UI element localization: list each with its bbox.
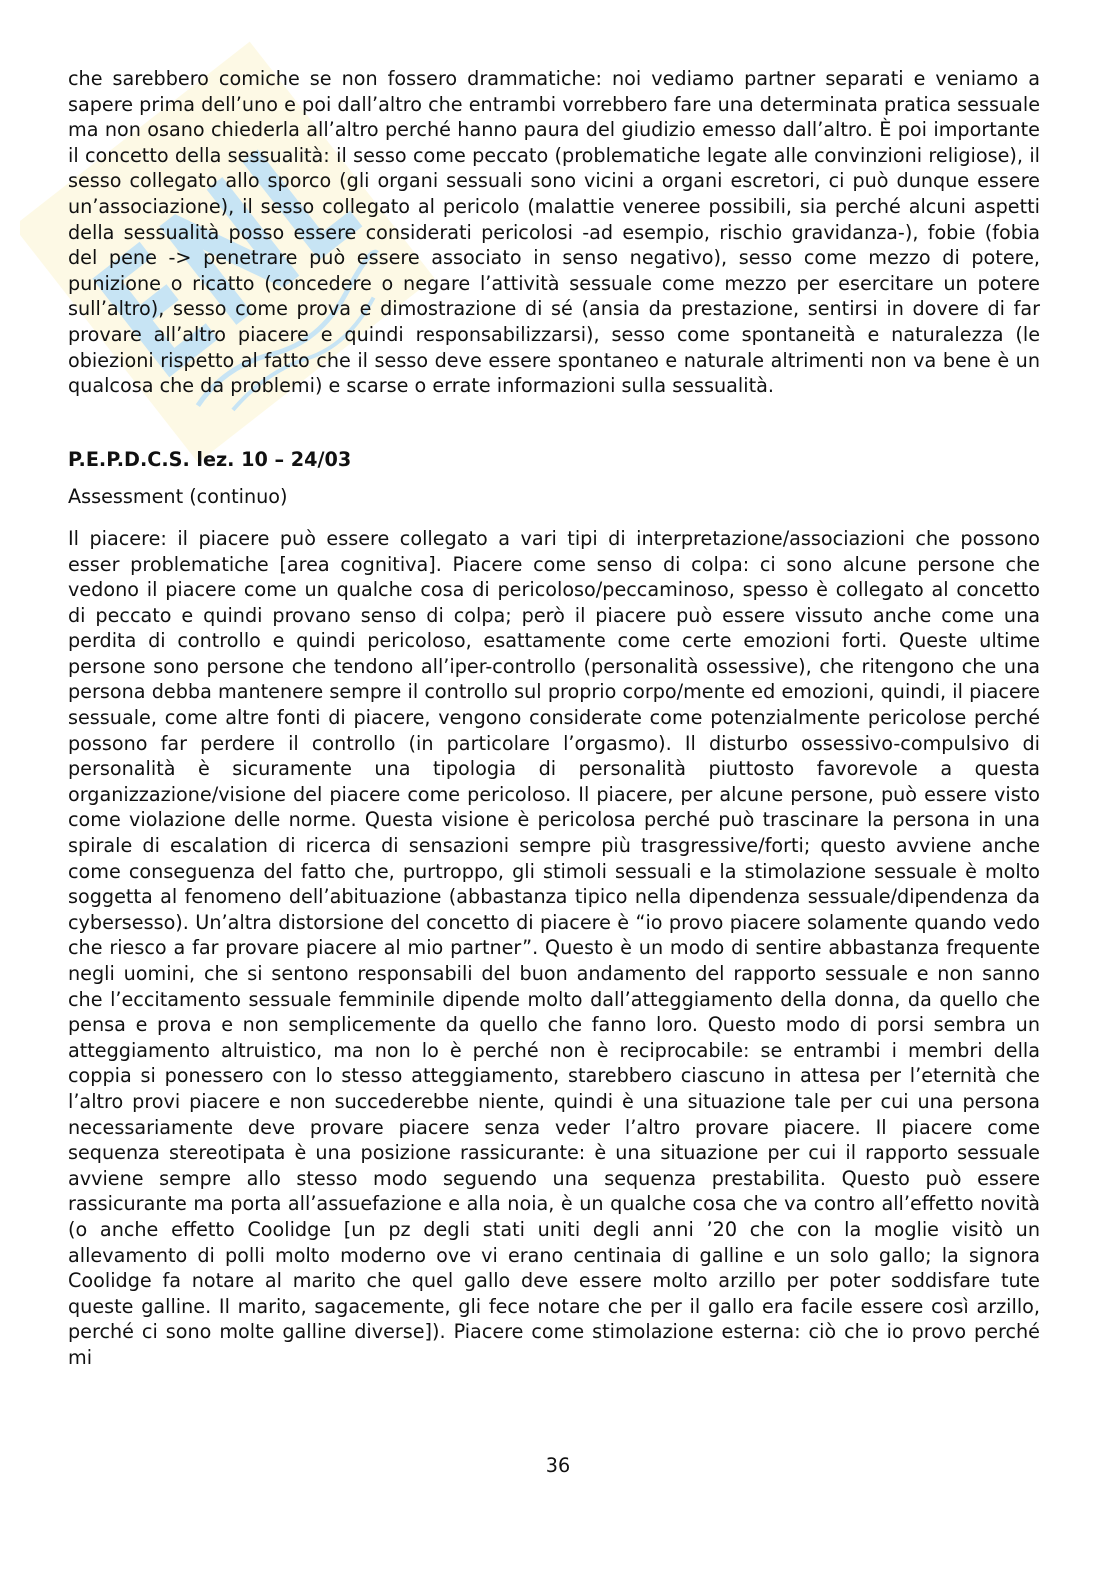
lesson-heading: P.E.P.D.C.S. lez. 10 – 24/03 [68,447,352,471]
main-paragraph: Il piacere: il piacere può essere collegato a vari tipi di interpretazione/associazioni che possono esser problematiche [area cognitiva]. Piacere come senso di colpa: ci sono alcune persone che vedono il piacere come un qualche cosa di pericoloso/peccaminoso, spesso è collegato al concetto di peccato e quindi provano senso di colpa; però il piacere può essere vissuto anche come una perdita di controllo e quindi pericoloso, esattamente come certe emozioni forti. Queste ultime persone sono persone che tendono all’iper-controllo (personalità ossessive), che ritengono che una persona debba mantenere sempre il controllo sul proprio corpo/mente ed emozioni, quindi, il piacere sessuale, come altre fonti di piacere, vengono considerate come potenzialmente pericolose perché possono far perdere il controllo (in particolare l’orgasmo). Il disturbo ossessivo-compulsivo di personalità è sicuramente una tipologia di personalità piuttosto favorevole a questa organizzazione/visione del piacere come pericoloso. Il piacere, per alcune persone, può essere visto come violazione delle norme. Questa visione è pericolosa perché può trascinare la persona in una spirale di escalation di ricerca di sensazioni sempre più trasgressive/forti; questo avviene anche come conseguenza del fatto che, purtroppo, gli stimoli sessuali e la stimolazione sessuale è molto soggetta al fenomeno dell’abituazione (abbastanza tipico nella dipendenza sessuale/dipendenza da cybersesso). Un’altra distorsione del concetto di piacere è “io provo piacere solamente quando vedo che riesco a far provare piacere al mio partner”. Questo è un modo di sentire abbastanza frequente negli uomini, che si sentono responsabili del buon andamento del rapporto sessuale e non sanno che l’eccitamento sessuale femminile dipende molto dall’atteggiamento della donna, da quello che pensa e prova e non semplicemente da quello che fanno loro. Questo modo di porsi sembra un atteggiamento altruistico, ma non lo è perché non è reciprocabile: se entrambi i membri della coppia si ponessero con lo stesso atteggiamento, starebbero ciascuno in attesa per l’eternità che l’altro provi piacere e non succederebbe niente, quindi è una situazione tale per cui una persona necessariamente deve provare piacere senza veder l’altro provare piacere. Il piacere come sequenza stereotipata è una posizione rassicurante: è una situazione per cui il rapporto sessuale avviene sempre allo stesso modo seguendo una sequenza prestabilita. Questo può essere rassicurante ma porta all’assuefazione e alla noia, è un qualche cosa che va contro all’effetto novità (o anche effetto Coolidge [un pz degli stati uniti degli anni ’20 che con la moglie visitò un allevamento di polli molto moderno ove vi erano centinaia di galline e un solo gallo; la signora Coolidge fa notare al marito che quel gallo deve essere molto arzillo per poter soddisfare tute queste galline. Il marito, sagacemente, gli fece notare che per il gallo era facile essere così arzillo, perché ci sono molte galline diverse]). Piacere come stimolazione esterna: ciò che io provo perché mi [68,526,1040,1369]
page-number: 36 [545,1454,571,1477]
continued-paragraph: che sarebbero comiche se non fossero drammatiche: noi vediamo partner separati e veniamo a sapere prima dell’uno e poi dall’altro che entrambi vorrebbero fare una determinata pratica sessuale ma non osano chiederla all’altro perché hanno paura del giudizio emesso dall’altro. È poi importante il concetto della sessualità: il sesso come peccato (problematiche legate alle convinzioni religiose), il sesso collegato allo sporco (gli organi sessuali sono vicini a organi escretori, ci può dunque essere un’associazione), il sesso collegato al pericolo (malattie veneree possibili, sia perché alcuni aspetti della sessualità posso essere considerati pericolosi -ad esempio, rischio gravidanza-), fobie (fobia del pene -> penetrare può essere associato in senso negativo), sesso come mezzo di potere, punizione o ricatto (concedere o negare l’attività sessuale come mezzo per esercitare un potere sull’altro), sesso come prova e dimostrazione di sé (ansia da prestazione, sentirsi in dovere di far provare all’altro piacere e quindi responsabilizzarsi), sesso come spontaneità e naturalezza (le obiezioni rispetto al fatto che il sesso deve essere spontaneo e naturale altrimenti non va bene è un qualcosa che da problemi) e scarse o errate informazioni sulla sessualità. [68,67,1040,398]
document-body [68,66,1040,1371]
section-title: Assessment (continuo) [68,485,288,509]
